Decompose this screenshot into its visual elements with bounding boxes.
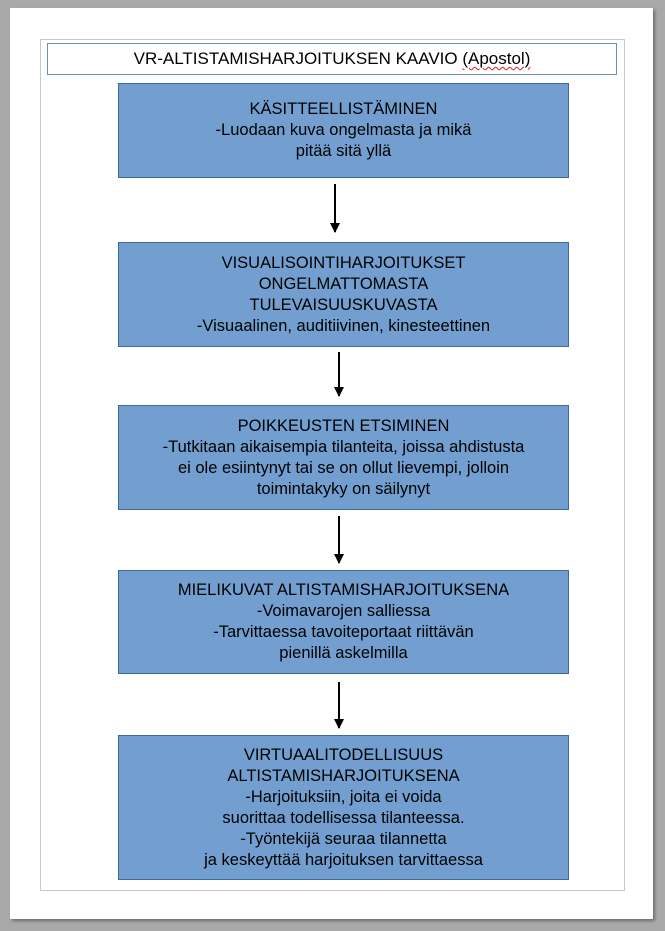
step-1-line-2: -Luodaan kuva ongelmasta ja mikä <box>215 121 472 139</box>
diagram-title <box>47 43 617 75</box>
step-3-line-3: ei ole esiintynyt tai se on ollut lievempi, jolloin <box>177 458 510 477</box>
arrow-2-to-3 <box>338 352 340 396</box>
step-1-line-3: pitää sitä yllä <box>295 142 392 160</box>
arrow-4-to-5 <box>338 682 340 728</box>
diagram-title-source: (Apostol) <box>462 49 531 68</box>
step-4-heading: MIELIKUVAT ALTISTAMISHARJOITUKSENA <box>177 581 510 599</box>
step-4-line-2: -Voimavarojen salliessa <box>256 602 431 620</box>
step-2-line-4: -Visuaalinen, auditiivinen, kinesteettinen <box>196 316 491 335</box>
step-5-heading: VIRTUAALITODELLISUUS <box>243 745 444 764</box>
step-5-heading-2: ALTISTAMISHARJOITUKSENA <box>227 766 460 785</box>
step-box-5 <box>118 735 569 880</box>
step-5-line-6: ja keskeyttää harjoituksen tarvittaessa <box>204 850 483 869</box>
step-5-line-4: suorittaa todellisessa tilanteessa. <box>222 808 465 827</box>
diagram-title-text: VR-ALTISTAMISHARJOITUKSEN KAAVIO <box>133 49 458 68</box>
step-5-line-3: -Harjoituksiin, joita ei voida <box>245 787 442 806</box>
arrow-1-to-2 <box>334 184 336 232</box>
step-2-line-2: ONGELMATTOMASTA <box>258 274 429 293</box>
step-box-1 <box>118 83 569 178</box>
step-4-line-3: -Tarvittaessa tavoiteportaat riittävän <box>213 623 474 641</box>
arrow-3-to-4 <box>338 516 340 563</box>
step-3-line-4: toimintakyky on säilynyt <box>256 479 431 498</box>
step-2-heading: VISUALISOINTIHARJOITUKSET <box>221 253 466 272</box>
step-3-line-2: -Tutkitaan aikaisempia tilanteita, joissa ahdistusta <box>162 437 525 456</box>
step-5-line-5: -Työntekijä seuraa tilannetta <box>240 829 447 848</box>
step-box-4 <box>118 570 569 674</box>
step-4-line-4: pienillä askelmilla <box>279 644 408 662</box>
step-box-2 <box>118 242 569 347</box>
document-page <box>10 8 653 919</box>
step-box-3 <box>118 405 569 510</box>
step-3-heading: POIKKEUSTEN ETSIMINEN <box>237 416 450 435</box>
step-1-heading: KÄSITTEELLISTÄMINEN <box>249 100 438 118</box>
step-2-line-3: TULEVAISUUSKUVASTA <box>249 295 438 314</box>
